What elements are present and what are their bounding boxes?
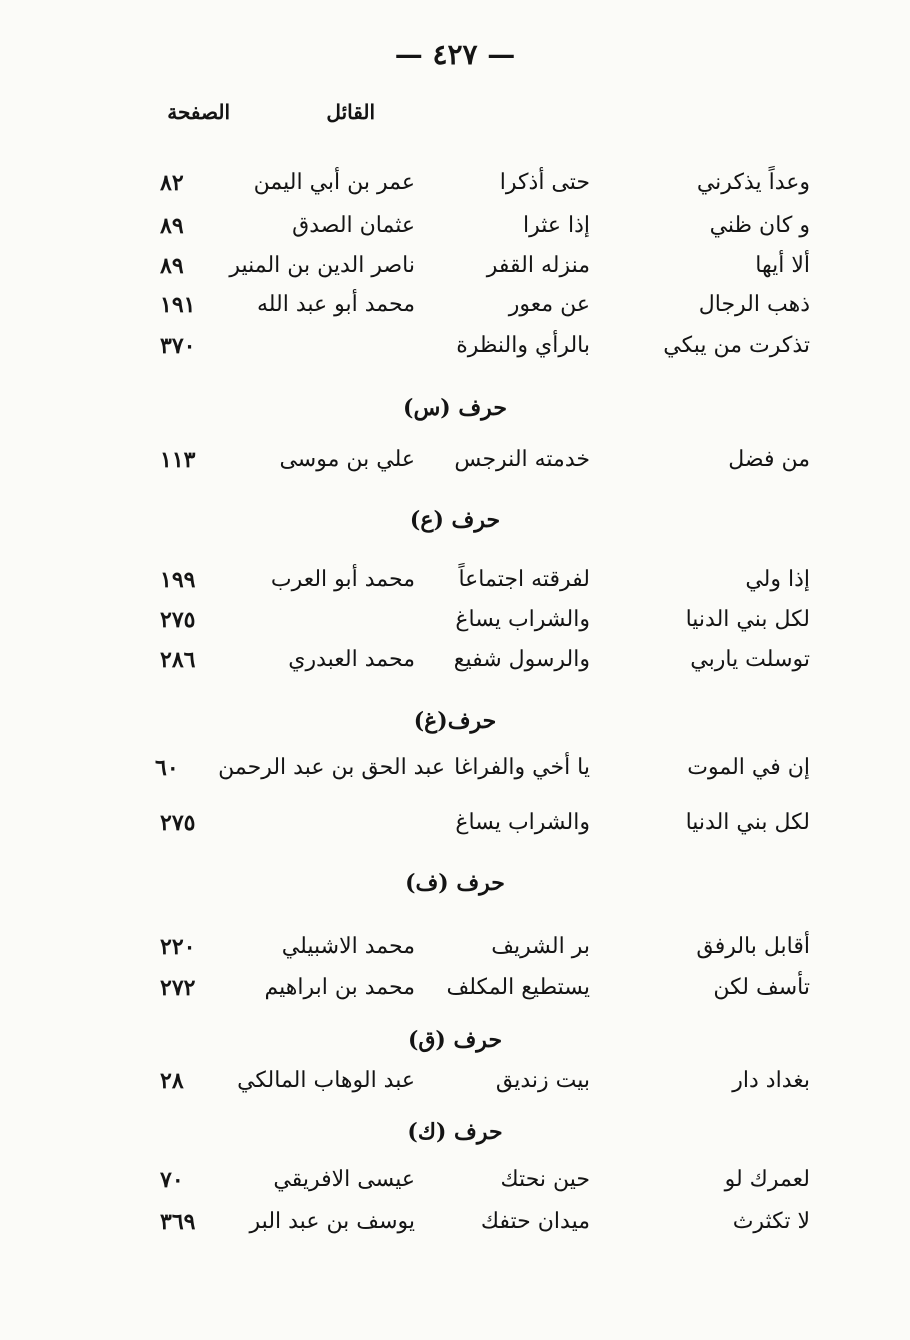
first-words: و كان ظني bbox=[709, 213, 810, 238]
letter-heading-qaf: حرف (ق) bbox=[407, 1027, 503, 1053]
index-row bbox=[0, 560, 910, 600]
poet-name: محمد أبو العرب bbox=[270, 567, 415, 592]
last-words: حتى أذكرا bbox=[499, 170, 590, 195]
poet-name: عمر بن أبي اليمن bbox=[253, 170, 415, 195]
page-ref: ٨٩ bbox=[160, 213, 184, 239]
first-words: لعمرك لو bbox=[724, 1167, 810, 1192]
index-row bbox=[0, 640, 910, 680]
last-words: بر الشريف bbox=[491, 934, 590, 959]
poet-name: عبد الوهاب المالكي bbox=[237, 1068, 415, 1093]
poet-name: عبد الحق بن عبد الرحمن bbox=[218, 755, 445, 780]
first-words: وعداً يذكرني bbox=[696, 170, 810, 195]
page-ref: ٢٧٥ bbox=[160, 810, 196, 836]
page-ref: ١٩٩ bbox=[160, 567, 196, 593]
page-ref: ٢٢٠ bbox=[160, 934, 196, 960]
index-row bbox=[0, 326, 910, 366]
letter-heading-fa: حرف (ف) bbox=[405, 870, 505, 896]
last-words: يستطيع المكلف bbox=[446, 975, 590, 1000]
page-ref: ٢٧٢ bbox=[160, 975, 196, 1001]
first-words: تذكرت من يبكي bbox=[663, 333, 810, 358]
page-ref: ١١٣ bbox=[160, 447, 196, 473]
last-words: يا أخي والفراغا bbox=[454, 755, 590, 780]
last-words: إذا عثرا bbox=[522, 213, 590, 238]
index-row bbox=[0, 163, 910, 203]
poet-name: علي بن موسى bbox=[279, 447, 415, 472]
index-row bbox=[0, 440, 910, 480]
last-words: لفرقته اجتماعاً bbox=[458, 567, 590, 592]
first-words: ذهب الرجال bbox=[698, 292, 810, 317]
letter-heading-seen: حرف (س) bbox=[403, 395, 507, 421]
poet-name: محمد العبدري bbox=[288, 647, 415, 672]
index-row bbox=[0, 927, 910, 967]
column-header-poet: القائل bbox=[326, 100, 375, 124]
last-words: حين نحتك bbox=[500, 1167, 590, 1192]
last-words: بالرأي والنظرة bbox=[456, 333, 590, 358]
first-words: لا تكثرث bbox=[732, 1209, 810, 1234]
poet-name: ناصر الدين بن المنير bbox=[229, 253, 415, 278]
first-words: ألا أيها bbox=[755, 253, 810, 278]
index-row bbox=[0, 803, 910, 843]
last-words: والشراب يساغ bbox=[455, 810, 590, 835]
last-words: والرسول شفيع bbox=[453, 647, 590, 672]
page-ref: ٣٦٩ bbox=[160, 1209, 196, 1235]
page-number: — ٤٢٧ — bbox=[394, 38, 516, 71]
poet-name: عيسى الافريقي bbox=[273, 1167, 415, 1192]
index-row bbox=[0, 600, 910, 640]
letter-heading-kaf: حرف (ك) bbox=[407, 1119, 503, 1145]
last-words: بيت زنديق bbox=[495, 1068, 590, 1093]
last-words: خدمته النرجس bbox=[454, 447, 590, 472]
last-words: منزله القفر bbox=[486, 253, 590, 278]
last-words: والشراب يساغ bbox=[455, 607, 590, 632]
index-row bbox=[0, 748, 910, 788]
poet-name: محمد الاشبيلي bbox=[281, 934, 415, 959]
poet-name: يوسف بن عبد البر bbox=[249, 1209, 415, 1234]
page-ref: ٢٧٥ bbox=[160, 607, 196, 633]
page-ref: ٧٠ bbox=[160, 1167, 184, 1193]
index-row bbox=[0, 1160, 910, 1200]
page-ref: ٢٨ bbox=[160, 1068, 184, 1094]
letter-heading-ghain: حرف(غ) bbox=[413, 708, 497, 734]
column-header-page: الصفحة bbox=[167, 100, 230, 124]
poet-name: محمد أبو عبد الله bbox=[256, 292, 415, 317]
index-row bbox=[0, 206, 910, 246]
first-words: من فضل bbox=[728, 447, 810, 472]
first-words: توسلت ياربي bbox=[690, 647, 810, 672]
first-words: بغداد دار bbox=[732, 1068, 810, 1093]
page-ref: ٨٩ bbox=[160, 253, 184, 279]
index-row bbox=[0, 1061, 910, 1101]
first-words: لكل بني الدنيا bbox=[685, 810, 810, 835]
last-words: ميدان حتفك bbox=[480, 1209, 590, 1234]
poet-name: عثمان الصدق bbox=[292, 213, 415, 238]
first-words: إذا ولي bbox=[745, 567, 810, 592]
first-words: إن في الموت bbox=[687, 755, 810, 780]
first-words: أقابل بالرفق bbox=[696, 934, 810, 959]
first-words: لكل بني الدنيا bbox=[685, 607, 810, 632]
index-row bbox=[0, 1202, 910, 1242]
page-ref: ٣٧٠ bbox=[160, 333, 196, 359]
page-ref: ٨٢ bbox=[160, 170, 184, 196]
index-row bbox=[0, 968, 910, 1008]
poet-name: محمد بن ابراهيم bbox=[264, 975, 415, 1000]
first-words: تأسف لكن bbox=[713, 975, 810, 1000]
page-ref: ١٩١ bbox=[160, 292, 196, 318]
page-ref: ٦٠ bbox=[155, 755, 179, 781]
index-row bbox=[0, 246, 910, 286]
last-words: عن معور bbox=[508, 292, 590, 317]
letter-heading-ain: حرف (ع) bbox=[409, 507, 501, 533]
page-ref: ٢٨٦ bbox=[160, 647, 196, 673]
index-row bbox=[0, 285, 910, 325]
